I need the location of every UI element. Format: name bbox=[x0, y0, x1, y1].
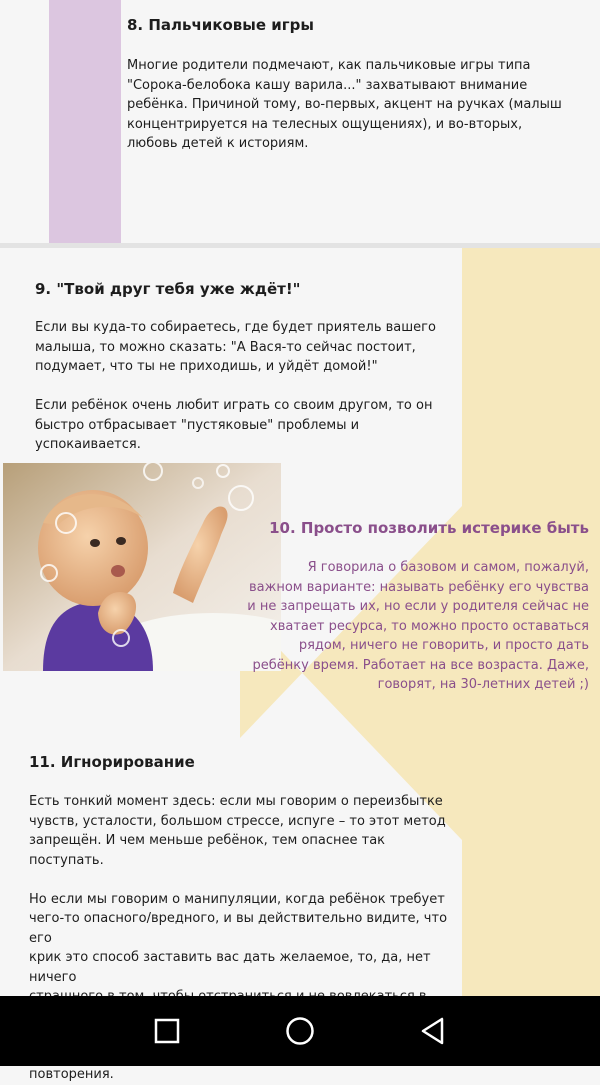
text-line: ребёнка. Причиной тому, во-первых, акцент на ручках (малыш bbox=[127, 97, 562, 112]
section-9-text bbox=[35, 318, 455, 455]
section-8-text bbox=[127, 56, 587, 154]
text-line: Есть тонкий момент здесь: если мы говорим о переизбытке bbox=[29, 794, 443, 809]
section-8-title: 8. Пальчиковые игры bbox=[127, 16, 314, 34]
text-line: запрещён. И чем меньше ребёнок, тем опаснее так поступать. bbox=[29, 833, 386, 868]
text-line: подумает, что ты не приходишь, и уйдёт домой!" bbox=[35, 359, 378, 374]
section-8-accent-bar bbox=[49, 0, 121, 243]
text-line: рядом, ничего не говорить, и просто дать bbox=[298, 638, 589, 653]
home-circle-icon bbox=[278, 1009, 322, 1053]
text-line: говорят, на 30-летних детей ;) bbox=[377, 677, 589, 692]
back-triangle-icon bbox=[411, 1009, 455, 1053]
recents-button[interactable] bbox=[145, 1009, 189, 1053]
text-line: Многие родители подмечают, как пальчиковые игры типа bbox=[127, 58, 531, 73]
text-line: "Сорока-белобока кашу варила..." захватывают внимание bbox=[127, 77, 528, 93]
section-11-title: 11. Игнорирование bbox=[29, 753, 195, 771]
text-line: любовь детей к историям. bbox=[127, 136, 309, 151]
recents-square-icon bbox=[145, 1009, 189, 1053]
section-10-title: 10. Просто позволить истерике быть bbox=[269, 519, 589, 537]
home-button[interactable] bbox=[278, 1009, 322, 1053]
text-line: ребёнку время. Работает на все возраста. Даже, bbox=[252, 657, 589, 673]
text-line: чего-то опасного/вредного, и вы действительно видите, что его bbox=[29, 911, 448, 946]
text-line: Если ребёнок очень любит играть со своим другом, то он bbox=[35, 398, 433, 413]
section-10-text bbox=[240, 558, 589, 695]
text-line: хватает ресурса, то можно просто оставаться bbox=[270, 618, 589, 634]
text-line: малыша, то можно сказать: "А Вася-то сейчас постоит, bbox=[35, 339, 416, 355]
text-line: быстро отбрасывает "пустяковые" проблемы и bbox=[35, 417, 360, 433]
section-9-title: 9. "Твой друг тебя уже ждёт!" bbox=[35, 280, 301, 298]
text-line: Но если мы говорим о манипуляции, когда ребёнок требует bbox=[29, 891, 445, 907]
text-line: повторения. bbox=[29, 1067, 114, 1082]
text-line: успокаивается. bbox=[35, 437, 141, 452]
text-line: Если вы куда-то собираетесь, где будет приятель вашего bbox=[35, 320, 436, 335]
text-line: крик это способ заставить вас дать желаемое, то, да, нет ничего bbox=[29, 950, 431, 985]
text-line: Я говорила о базовом и самом, пожалуй, bbox=[307, 560, 589, 575]
back-button[interactable] bbox=[411, 1009, 455, 1053]
text-line: концентрируется на телесных ощущениях), и во-вторых, bbox=[127, 116, 523, 132]
navigation-bar bbox=[0, 996, 600, 1066]
text-line: чувств, усталости, большом стрессе, испуге – то этот метод bbox=[29, 813, 446, 829]
text-line: важном варианте: называть ребёнку его чувства bbox=[249, 579, 589, 595]
text-line: и не запрещать их, но если у родителя сейчас не bbox=[247, 599, 589, 614]
